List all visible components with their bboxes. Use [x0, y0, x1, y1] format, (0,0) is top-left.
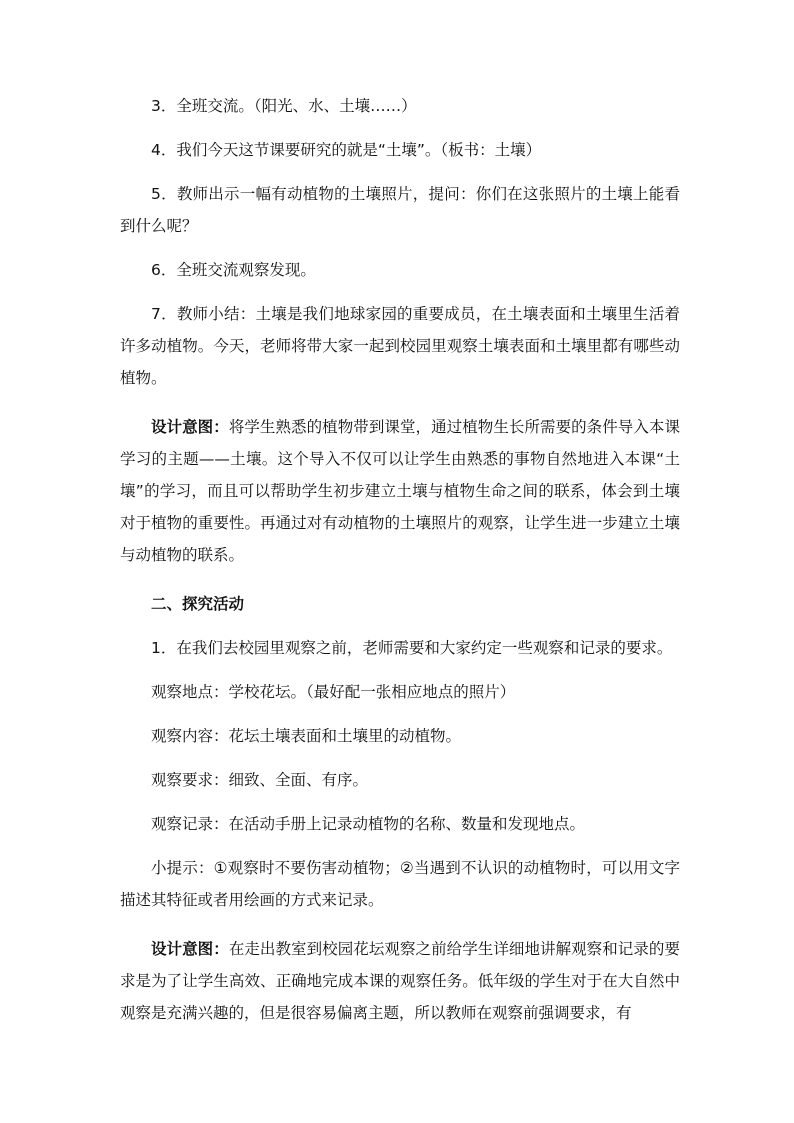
- tip-paragraph: 小提示：①观察时不要伤害动植物；②当遇到不认识的动植物时，可以用文字描述其特征或者用绘画的方式来记录。: [120, 859, 680, 909]
- observe-place: 观察地点：学校花坛。（最好配一张相应地点的照片）: [151, 683, 516, 701]
- design-intent-label: 设计意图：: [151, 940, 229, 958]
- design-intent-paragraph-2: [120, 933, 680, 1029]
- observe-content: 观察内容：花坛土壤表面和土壤里的动植物。: [151, 727, 462, 745]
- design-intent-text: 将学生熟悉的植物带到课堂，通过植物生长所需要的条件导入本课学习的主题——土壤。这个导入不仅可以让学生由熟悉的事物自然地进入本课“土壤”的学习，而且可以帮助学生初步建立土壤与植物生命之间的联系，体会到土壤对于植物的重要性。再通过对有动植物的土壤照片的观察，让学生进一步建立土壤与动植物的联系。: [120, 418, 680, 564]
- document-body: [120, 90, 680, 1041]
- list-item-7: 7．教师小结：土壤是我们地球家园的重要成员，在土壤表面和土壤里生活着许多动植物。今天，老师将带大家一起到校园里观察土壤表面和土壤里都有哪些动植物。: [120, 305, 680, 387]
- section-heading: 二、探究活动: [151, 595, 245, 613]
- list-item-5: 5．教师出示一幅有动植物的土壤照片，提问：你们在这张照片的土壤上能看到什么呢？: [120, 185, 680, 235]
- list-item-4: 4．我们今天这节课要研究的就是“土壤”。（板书：土壤）: [151, 141, 542, 159]
- list-item-6: 6．全班交流观察发现。: [151, 261, 316, 279]
- design-intent-label: 设计意图：: [151, 418, 229, 436]
- list-item-3: 3．全班交流。（阳光、水、土壤……）: [151, 97, 417, 115]
- observe-requirements: 观察要求：细致、全面、有序。: [151, 771, 369, 789]
- design-intent-text: 在走出教室到校园花坛观察之前给学生详细地讲解观察和记录的要求是为了让学生高效、正确地完成本课的观察任务。低年级的学生对于在大自然中观察是充满兴趣的，但是很容易偏离主题，所以教师在观察前强调要求，有: [120, 940, 680, 1022]
- activity-intro: 1．在我们去校园里观察之前，老师需要和大家约定一些观察和记录的要求。: [151, 639, 673, 657]
- observe-record: 观察记录：在活动手册上记录动植物的名称、数量和发现地点。: [151, 815, 586, 833]
- design-intent-paragraph-1: [120, 411, 680, 571]
